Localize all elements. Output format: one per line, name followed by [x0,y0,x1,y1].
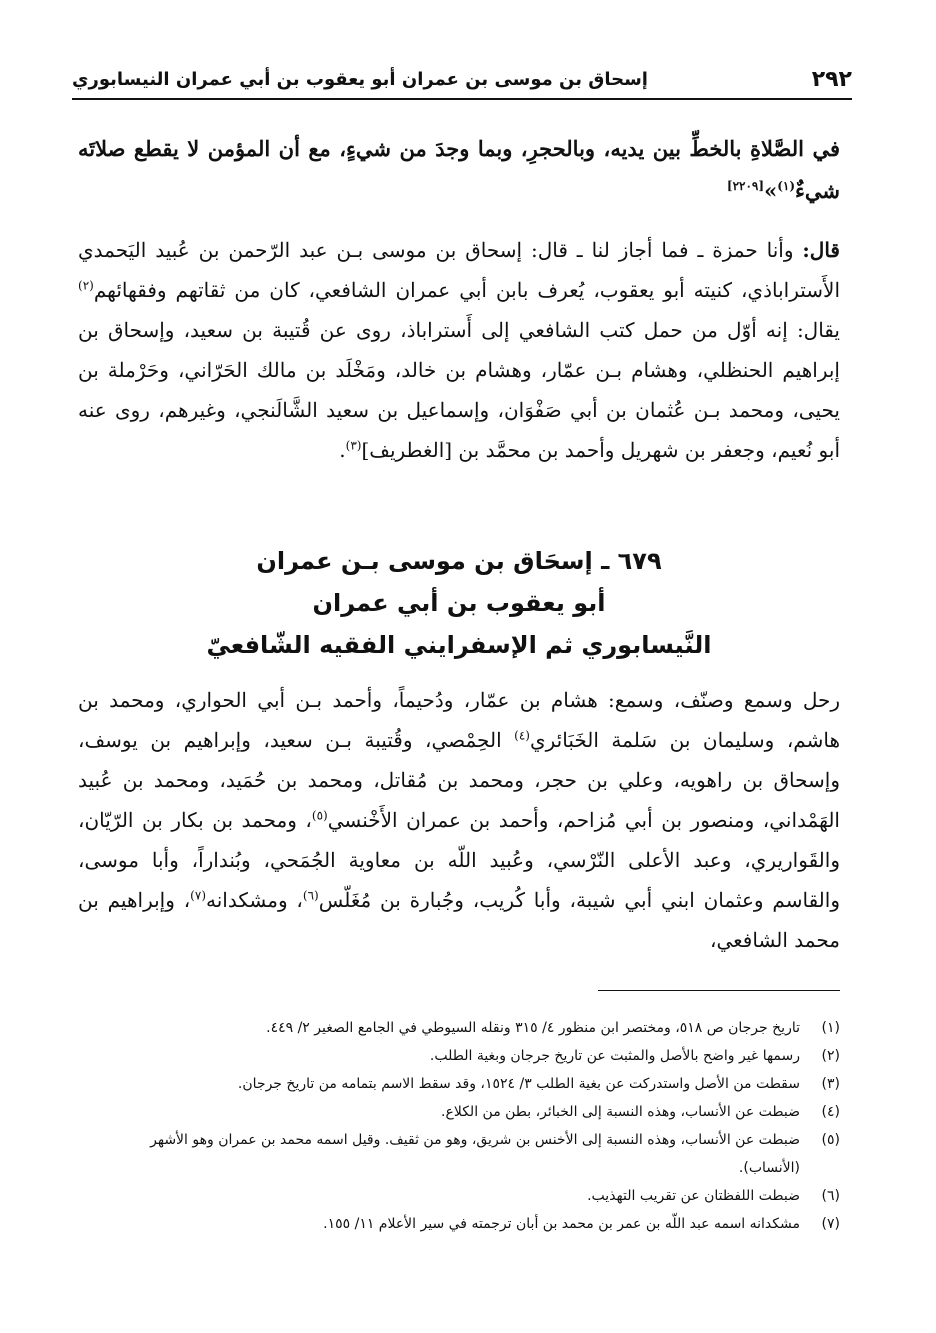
footnote-text: ضبطت عن الأنساب، وهذه النسبة إلى الأخنس بن شريق، وهو من ثقيف. وقيل اسمه محمد بن عمران وهو الأشهر (الأنساب). [150,1132,800,1176]
paragraph-biography [78,230,840,470]
footnote-ref: (٢) [78,278,94,293]
entry-heading-line: النَّيسابوري ثم الإسفرايني الفقيه الشّافعيّ [206,631,712,659]
paragraph-text: وأنا حمزة ـ فما أجاز لنا ـ قال: إسحاق بن موسى بـن عبد الرّحمن بن عُبيد اليَحمدي الأَستراباذي، كنيته أبو يعقوب، يُعرف بابن أبي عمران الشافعي، كان من ثقاتهم وفقهائهم [78,238,840,302]
footnote-number: (٢) [821,1048,840,1064]
running-title: إسحاق بن موسى بن عمران أبو يعقوب بن أبي عمران النيسابوري [72,69,648,90]
footnote-number: (٧) [821,1216,840,1232]
footnote-text: رسمها غير واضح بالأصل والمثبت عن تاريخ جرجان وبغية الطلب. [429,1048,800,1064]
hadith-number: [٢٢٠٩] [726,179,765,193]
footnote-ref: (٧) [190,888,206,903]
footnote-text: سقطت من الأصل واستدركت عن بغية الطلب ٣/ ١٥٢٤، وقد سقط الاسم بتمامه من تاريخ جرجان. [237,1076,800,1092]
footnote-number: (٤) [821,1104,840,1120]
footnote [110,1042,840,1070]
footnote [110,1126,840,1182]
paragraph-text: رحل وسمع وصنّف، وسمع: هشام بن عمّار، ودُحيماً، وأحمد بـن أبي الحواري، ومحمد بن هاشم، وسليمان بن سَلمة الخَبَائري [78,688,840,752]
footnote-number: (٦) [821,1188,840,1204]
footnote [110,1182,840,1210]
paragraph-text: في الصَّلاةِ بالخطِّ بين يديه، وبالحجرِ، وبما وجدَ من شيءٍ، مع أن المؤمن لا يقطع صلاتَه شيءٌ [78,136,840,203]
entry-heading-line: ٦٧٩ ـ إسحَاق بن موسى بـن عمران [256,547,662,575]
entry-heading-line: أبو يعقوب بن أبي عمران [312,589,606,617]
quote-close: » [764,178,778,203]
footnote [110,1014,840,1042]
paragraph-text: ، ومشكدانه [206,888,303,912]
footnote [110,1210,840,1238]
page-header [72,56,852,100]
footnote-text: ضبطت عن الأنساب، وهذه النسبة إلى الخبائر، بطن من الكلاع. [441,1104,800,1120]
paragraph-text: الحِمْصي، وقُتيبة بـن سعيد، وإبراهيم بن يوسف، وإسحاق بن راهويه، وعلي بن حجر، ومحمد بن مُقاتل، ومحمد بن حُمَيد، ومحمد بن عُبيد الهَمْداني، ومنصور بن أبي مُزاحم، وأحمد بن عمران الأَخْنسي [78,728,840,832]
paragraph-end: . [339,438,346,462]
footnote-text: تاريخ جرجان ص ٥١٨، ومختصر ابن منظور ٤/ ٣١٥ ونقله السيوطي في الجامع الصغير ٢/ ٤٤٩. [266,1020,800,1036]
footnote [110,1070,840,1098]
footnote-number: (٥) [821,1132,840,1148]
footnote-number: (٣) [821,1076,840,1092]
paragraph-text: يقال: إنه أوّل من حمل كتب الشافعي إلى أَستراباذ، روى عن قُتيبة بن سعيد، وإسحاق بن إبراهيم الحنظلي، وهشام بـن عمّار، وهشام بن خالد، ومَخْلَد بن مالك الحَرّاني، وحَرْملة بن يحيى، ومحمد بـن عُثمان بن أبي صَفْوَان، وإسماعيل بن سعيد الشَّالَنجي، وغيرهم، روى عنه أبو نُعيم، وجعفر بن شهريل وأحمد بن محمَّد بن [الغطريف] [78,318,840,462]
page-number: ٢٩٢ [811,67,852,92]
paragraph-text: ، وإبراهيم بن محمد الشافعي، [78,888,840,952]
footnote-ref: (٤) [514,728,530,743]
paragraph-lead: قال: [802,238,840,262]
footnote [110,1098,840,1126]
entry-heading [78,540,840,666]
footnote-ref: (١) [777,179,796,193]
footnote-divider [598,990,840,991]
paragraph-text: ، ومحمد بن بكار بن الرّيّان، والقَواريري، وعبد الأعلى النّرْسي، وعُبيد اللّه بن معاوية الجُمَحي، وبُنداراً، وأبا موسى، والقاسم وعثمان ابني أبي شيبة، وأبا كُريب، وجُبارة بن مُغَلّس [78,808,840,912]
paragraph-continued [78,128,840,212]
footnote-ref: (٦) [302,888,319,903]
paragraph-entry [78,680,840,960]
footnote-number: (١) [821,1020,840,1036]
footnote-ref: (٣) [345,438,362,453]
footnote-text: مشكدانه اسمه عبد اللّه بن عمر بن محمد بن أبان ترجمته في سير الأعلام ١١/ ١٥٥. [323,1216,800,1232]
footnotes [110,1014,840,1238]
footnote-ref: (٥) [311,808,328,823]
footnote-text: ضبطت اللفظتان عن تقريب التهذيب. [587,1188,800,1204]
